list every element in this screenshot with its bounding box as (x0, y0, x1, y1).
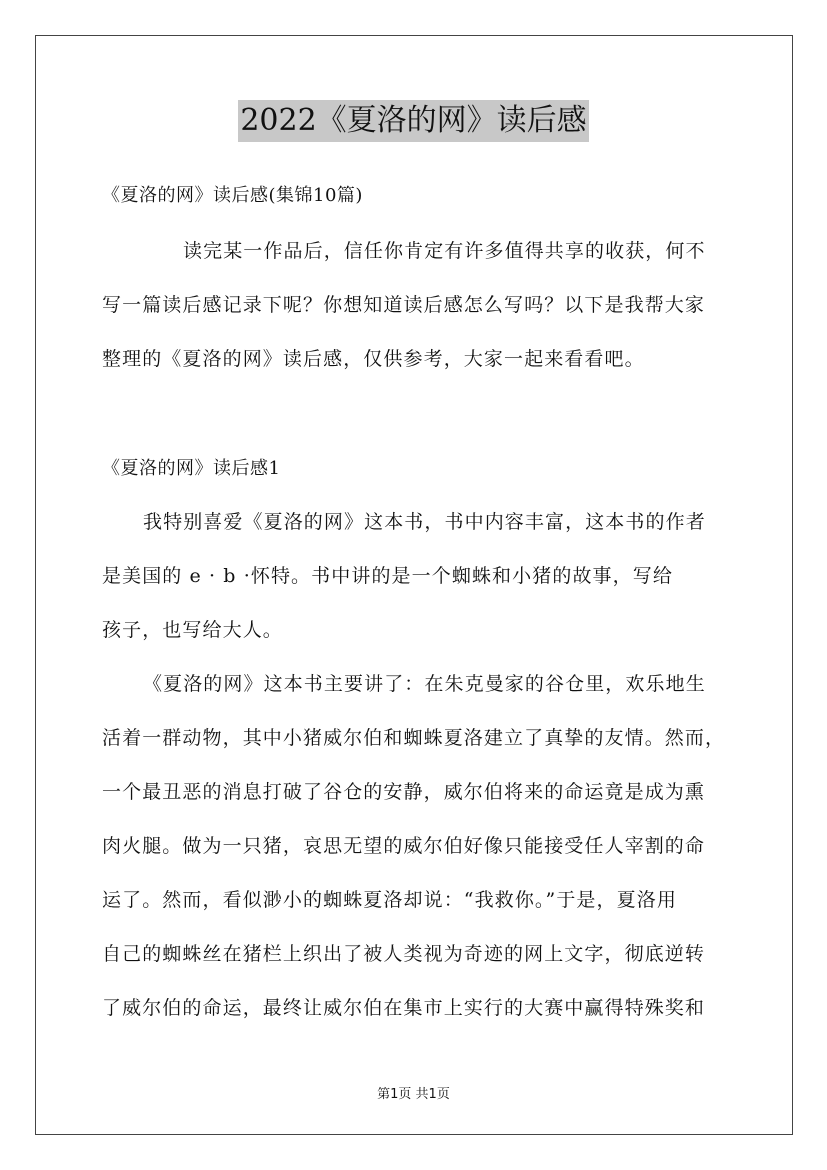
paragraph-line: 《夏洛的网》这本书主要讲了：在朱克曼家的谷仓里，欢乐地生 (143, 673, 706, 695)
paragraph-line: 了威尔伯的命运，最终让威尔伯在集市上实行的大赛中赢得特殊奖和 (102, 997, 706, 1019)
page-number-footer: 第1页 共1页 (377, 1087, 450, 1102)
paragraph-line: 一个最丑恶的消息打破了谷仓的安静，威尔伯将来的命运竟是成为熏 (102, 781, 706, 803)
intro-line: 整理的《夏洛的网》读后感，仅供参考，大家一起来看看吧。 (102, 348, 645, 370)
paragraph-line: 运了。然而，看似渺小的蜘蛛夏洛却说：“我救你。”于是，夏洛用 (102, 889, 677, 911)
paragraph-line: 我特别喜爱《夏洛的网》这本书，书中内容丰富，这本书的作者 (143, 511, 706, 533)
title-container (0, 100, 827, 142)
paragraph-line: 自己的蜘蛛丝在猪栏上织出了被人类视为奇迹的网上文字，彻底逆转 (102, 943, 706, 965)
document-title: 2022《夏洛的网》读后感 (238, 100, 588, 142)
intro-line: 写一篇读后感记录下呢？你想知道读后感怎么写吗？以下是我帮大家 (102, 294, 706, 316)
paragraph-line: 是美国的 e · b ·怀特。书中讲的是一个蜘蛛和小猪的故事，写给 (102, 565, 673, 587)
section-heading: 《夏洛的网》读后感1 (102, 458, 281, 479)
paragraph-line: 肉火腿。做为一只猪，哀思无望的威尔伯好像只能接受任人宰割的命 (102, 835, 706, 857)
paragraph-line: 孩子，也写给大人。 (102, 619, 283, 641)
intro-line: 读完某一作品后，信任你肯定有许多值得共享的收获，何不 (183, 240, 706, 262)
paragraph-line: 活着一群动物，其中小猪威尔伯和蜘蛛夏洛建立了真挚的友情。然而， (102, 727, 726, 749)
document-subtitle: 《夏洛的网》读后感(集锦10篇) (102, 185, 363, 206)
